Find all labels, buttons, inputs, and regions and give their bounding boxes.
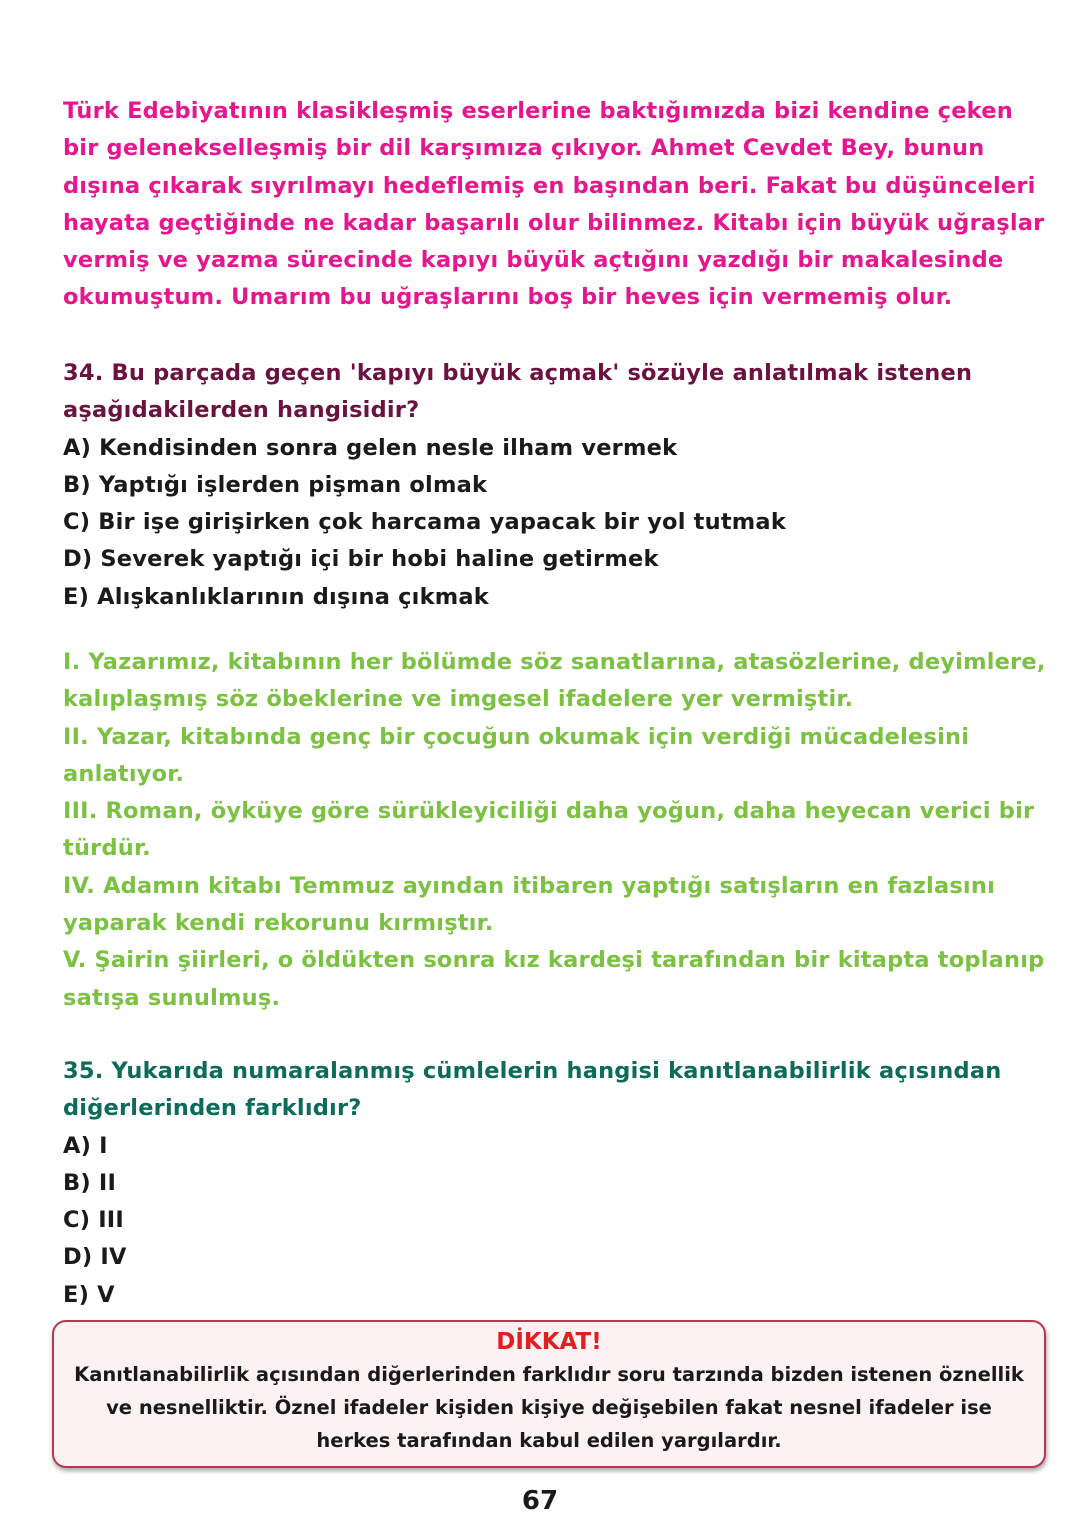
- question-35: [63, 1053, 1053, 1314]
- passage-1-line: bir gelenekselleşmiş bir dil karşımıza çıkıyor. Ahmet Cevdet Bey, bunun: [63, 135, 985, 162]
- passage-1: [63, 93, 1053, 317]
- sentence-1-line: kalıplaşmış söz öbeklerine ve imgesel ifadelere yer vermiştir.: [63, 686, 854, 713]
- question-34-option-a[interactable]: A) Kendisinden sonra gelen nesle ilham vermek: [63, 434, 678, 461]
- question-35-stem-line: diğerlerinden farklıdır?: [63, 1095, 362, 1122]
- question-35-option-e[interactable]: E) V: [63, 1281, 115, 1308]
- question-35-options: [63, 1128, 1053, 1314]
- notice-title: DİKKAT!: [496, 1329, 602, 1355]
- question-35-option-c[interactable]: C) III: [63, 1207, 124, 1234]
- attention-notice-box: [52, 1320, 1046, 1468]
- sentence-1-line: I. Yazarımız, kitabının her bölümde söz sanatlarına, atasözlerine, deyimlere,: [63, 649, 1046, 675]
- sentence-4-line: yaparak kendi rekorunu kırmıştır.: [63, 910, 494, 937]
- question-34: [63, 355, 1053, 616]
- question-34-option-e[interactable]: E) Alışkanlıklarının dışına çıkmak: [63, 583, 489, 610]
- passage-1-line: vermiş ve yazma sürecinde kapıyı büyük açtığını yazdığı bir makalesinde: [63, 247, 1004, 274]
- question-35-stem: [63, 1053, 1053, 1128]
- notice-text-line: Kanıtlanabilirlik açısından diğerlerinden farklıdır soru tarzında bizden istenen öznellik: [74, 1363, 1024, 1386]
- question-34-stem-line: 34. Bu parçada geçen 'kapıyı büyük açmak' sözüyle anlatılmak istenen: [63, 360, 973, 386]
- question-35-option-d[interactable]: D) IV: [63, 1244, 127, 1271]
- question-34-option-b[interactable]: B) Yaptığı işlerden pişman olmak: [63, 471, 488, 498]
- sentence-3-line: türdür.: [63, 835, 151, 862]
- sentence-5-line: satışa sunulmuş.: [63, 984, 281, 1011]
- question-34-stem-line: aşağıdakilerden hangisidir?: [63, 397, 420, 424]
- page-number: 67: [521, 1486, 559, 1516]
- passage-2-numbered-sentences: [63, 644, 1053, 1017]
- question-34-stem: [63, 355, 1053, 430]
- notice-text-line: herkes tarafından kabul edilen yargılardır.: [316, 1429, 782, 1452]
- notice-text-line: ve nesnelliktir. Öznel ifadeler kişiden kişiye değişebilen fakat nesnel ifadeler ise: [106, 1396, 992, 1419]
- question-35-stem-line: 35. Yukarıda numaralanmış cümlelerin hangisi kanıtlanabilirlik açısından: [63, 1058, 1002, 1084]
- sentence-2-line: anlatıyor.: [63, 760, 185, 787]
- question-35-option-a[interactable]: A) I: [63, 1132, 108, 1159]
- passage-1-line: okumuştum. Umarım bu uğraşlarını boş bir heves için vermemiş olur.: [63, 284, 953, 311]
- sentence-4-line: IV. Adamın kitabı Temmuz ayından itibaren yaptığı satışların en fazlasını: [63, 872, 995, 899]
- passage-1-line: hayata geçtiğinde ne kadar başarılı olur bilinmez. Kitabı için büyük uğraşlar: [63, 209, 1045, 236]
- sentence-2-line: II. Yazar, kitabında genç bir çocuğun okumak için verdiği mücadelesini: [63, 723, 970, 750]
- question-34-option-c[interactable]: C) Bir işe girişirken çok harcama yapacak bir yol tutmak: [63, 509, 786, 536]
- sentence-5-line: V. Şairin şiirleri, o öldükten sonra kız kardeşi tarafından bir kitapta toplanıp: [63, 947, 1045, 974]
- passage-1-line: Türk Edebiyatının klasikleşmiş eserlerine baktığımızda bizi kendine çeken: [63, 98, 1013, 124]
- question-34-options: [63, 430, 1053, 616]
- passage-1-line: dışına çıkarak sıyrılmayı hedeflemiş en başından beri. Fakat bu düşünceleri: [63, 172, 1036, 199]
- sentence-3-line: III. Roman, öyküye göre sürükleyiciliği daha yoğun, daha heyecan verici bir: [63, 798, 1035, 825]
- question-34-option-d[interactable]: D) Severek yaptığı içi bir hobi haline getirmek: [63, 546, 659, 573]
- question-35-option-b[interactable]: B) II: [63, 1169, 117, 1196]
